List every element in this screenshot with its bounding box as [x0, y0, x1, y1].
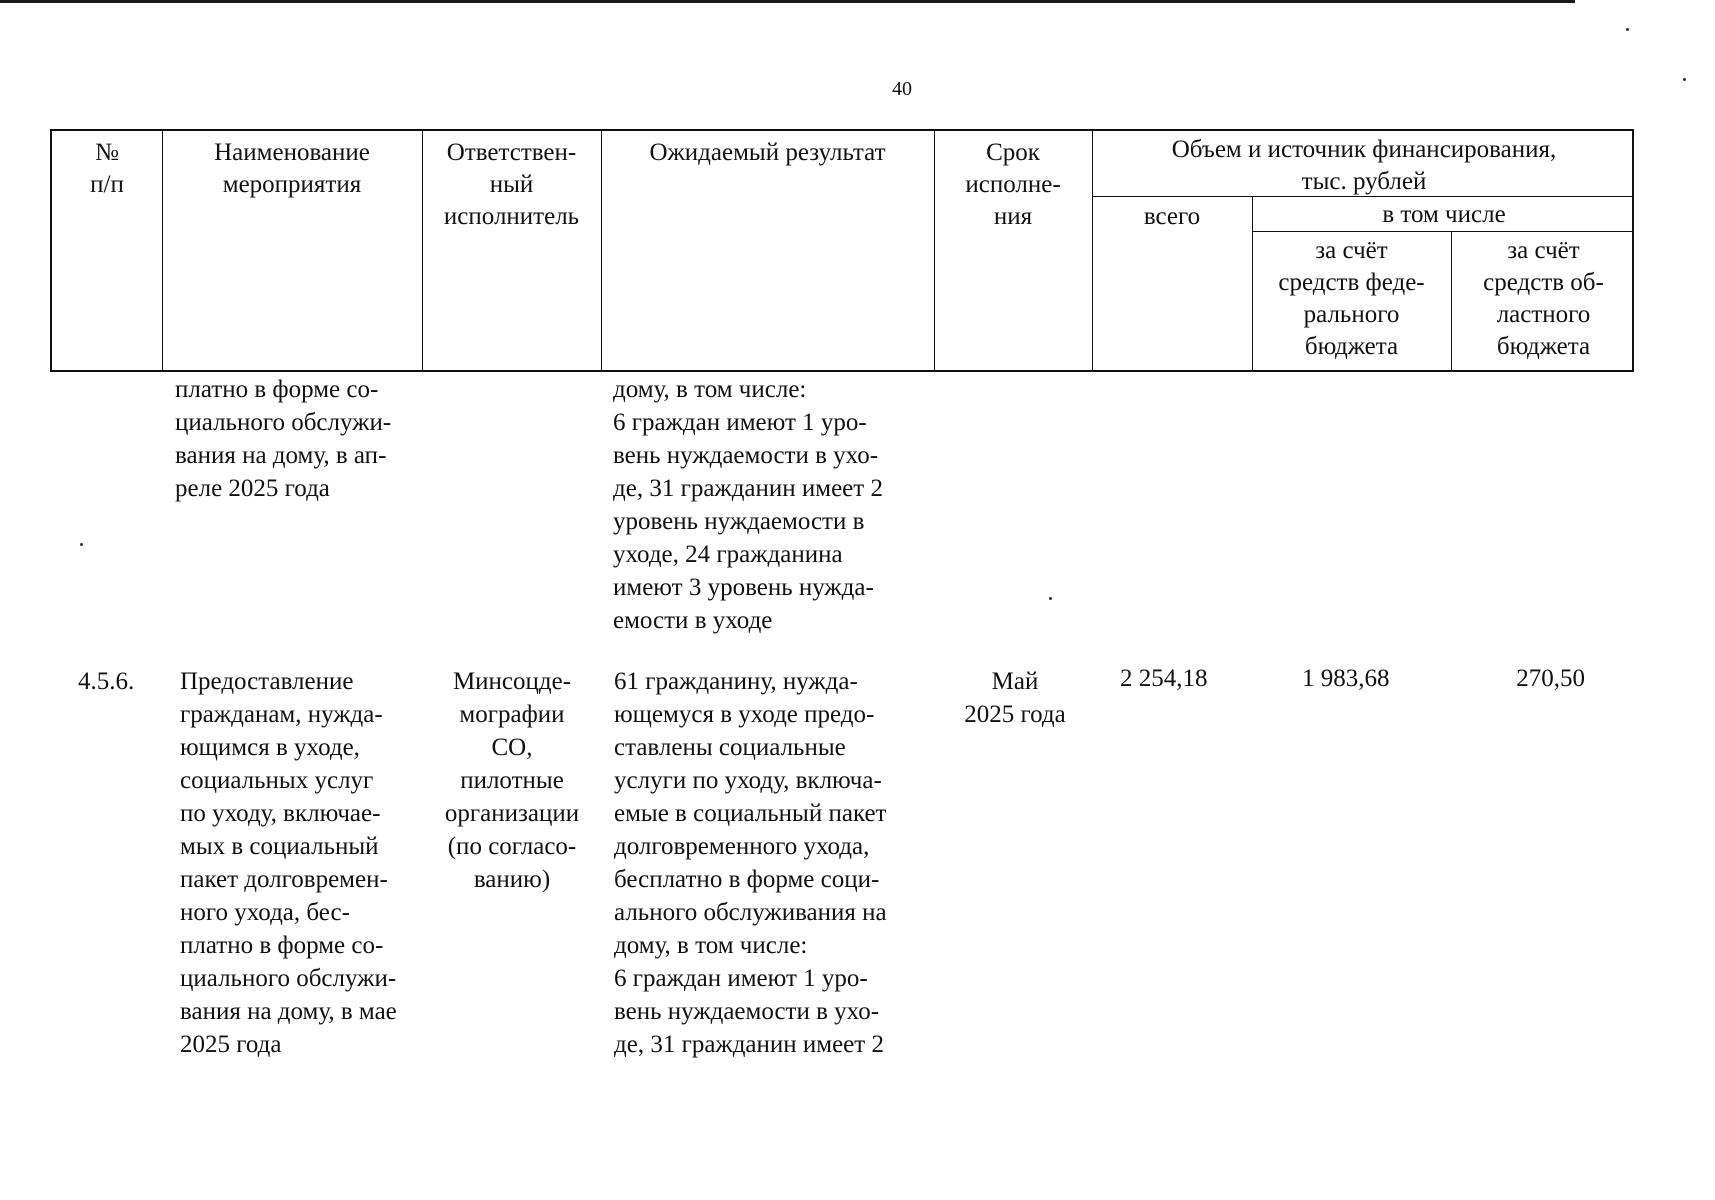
page-number: 40 [892, 78, 912, 100]
row-responsible: Минсоцде- мографии СО, пилотные организации (по согласо- ванию) [444, 668, 580, 893]
header-total: всего [1143, 203, 1201, 230]
header-num: № п/п [90, 139, 124, 198]
top-border-line [0, 0, 1575, 3]
header-federal: за счёт средств феде- рального бюджета [1278, 237, 1425, 360]
header-funding: Объем и источник финансирования, тыс. рублей [1171, 136, 1557, 195]
header-regional: за счёт средств об- ластного бюджета [1483, 237, 1604, 360]
row-regional: 270,50 [1516, 665, 1585, 692]
header-name: Наименование мероприятия [214, 139, 370, 198]
header-term: Срок исполне- ния [965, 139, 1061, 230]
row-federal: 1 983,68 [1302, 665, 1390, 692]
table-header [50, 129, 1634, 372]
header-including: в том числе [1382, 201, 1506, 228]
header-responsible: Ответствен- ный исполнитель [443, 139, 580, 230]
scan-speck [1049, 597, 1052, 600]
row-name: Предоставление гражданам, нужда- ющимся в уходе, социальных услуг по уходу, включае- мых в социальный пакет долговремен- ного ухода, бес- платно в форме со- циального обслужи- вания на дому, в мае 2025 года [180, 668, 397, 1058]
scan-speck [1683, 78, 1686, 81]
continuation-result: дому, в том числе: 6 граждан имеют 1 уро- вень нуждаемости в ухо- де, 31 гражданин имеет 2 уровень нуждаемости в уходе, 24 гражданина имеют 3 уровень нужда- емости в уходе [613, 376, 883, 634]
row-term: Май 2025 года [964, 668, 1066, 728]
row-result: 61 гражданину, нужда- ющемуся в уходе предо- ставлены социальные услуги по уходу, включа- емые в социальный пакет долговременного ухода, бесплатно в форме соци- ального обслуживания на дому, в том числе: 6 граждан имеют 1 уро- вень нуждаемости в ухо- де, 31 гражданин имеет 2 [614, 668, 887, 1058]
header-result: Ожидаемый результат [649, 139, 886, 166]
scan-speck [1626, 28, 1629, 31]
continuation-name: платно в форме со- циального обслужи- вания на дому, в ап- реле 2025 года [175, 376, 392, 502]
scan-speck [80, 543, 83, 546]
row-total: 2 254,18 [1120, 665, 1208, 692]
row-num: 4.5.6. [78, 668, 135, 695]
